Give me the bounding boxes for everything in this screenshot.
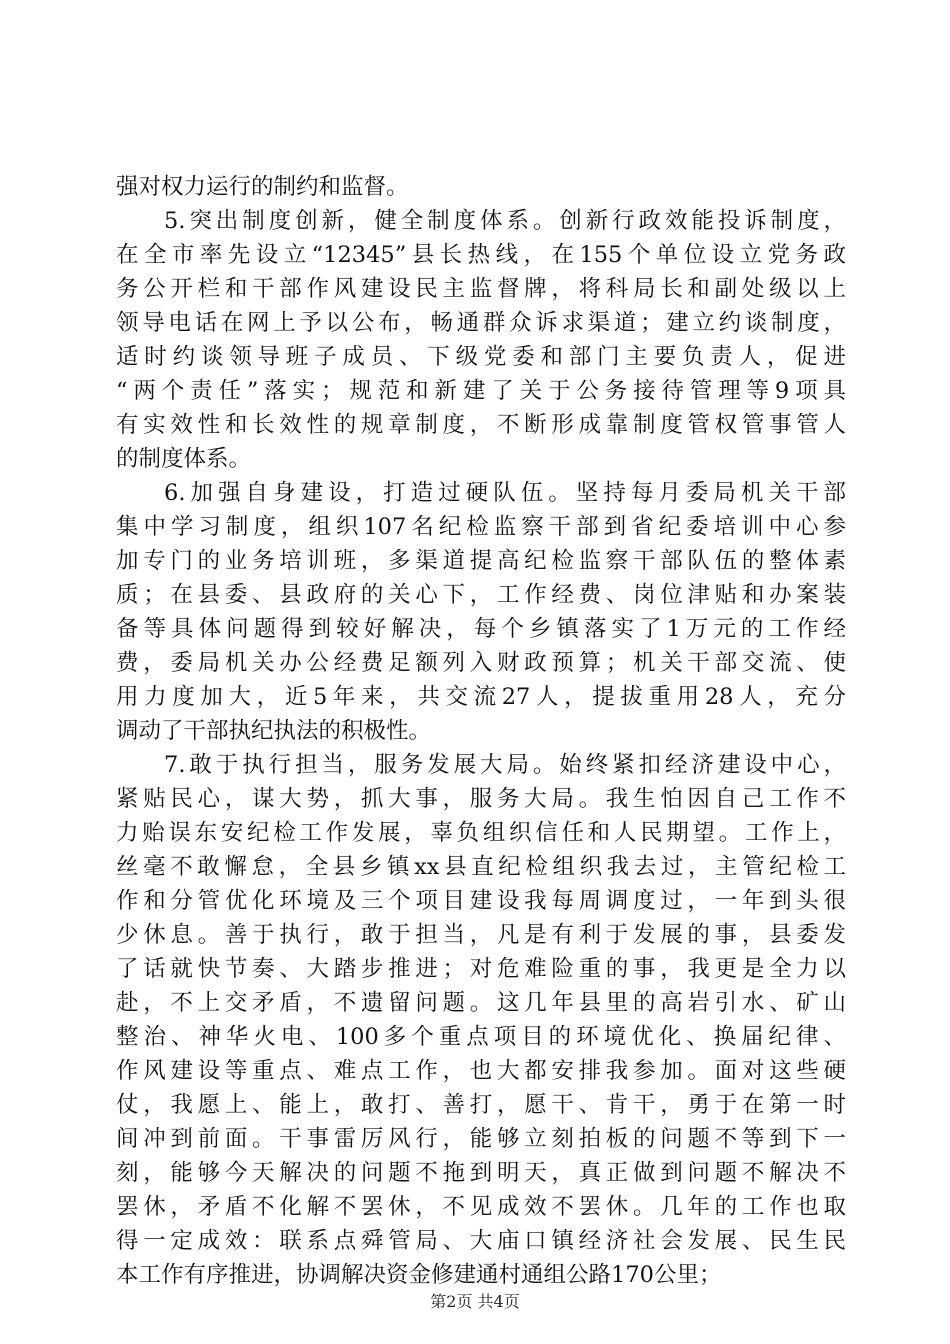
text-line: 得一定成效：联系点舜管局、大庙口镇经济社会发展、民生民 <box>116 1228 846 1254</box>
text-line: 备等具体问题得到较好解决，每个乡镇落实了1万元的工作经 <box>116 616 846 642</box>
text-line: 7.敢于执行担当，服务发展大局。始终紧扣经济建设中心， <box>164 752 846 778</box>
text-line: 仗，我愿上、能上，敢打、善打，愿干、肯干，勇于在第一时 <box>116 1092 846 1118</box>
text-line: 费，委局机关办公经费足额列入财政预算；机关干部交流、使 <box>116 650 846 676</box>
text-line: 的制度体系。 <box>116 446 252 472</box>
text-line: 赴，不上交矛盾，不遗留问题。这几年县里的高岩引水、矿山 <box>116 990 846 1016</box>
document-body <box>116 170 846 1292</box>
text-line: 调动了干部执纪执法的积极性。 <box>116 718 432 744</box>
text-line: 少休息。善于执行，敢于担当，凡是有利于发展的事，县委发 <box>116 922 846 948</box>
page-footer: 第2页 共4页 <box>430 1292 520 1311</box>
text-line: 质；在县委、县政府的关心下，工作经费、岗位津贴和办案装 <box>116 582 846 608</box>
text-line: 罢休，矛盾不化解不罢休，不见成效不罢休。几年的工作也取 <box>116 1194 846 1220</box>
text-line: 强对权力运行的制约和监督。 <box>116 174 409 200</box>
text-line: 6.加强自身建设，打造过硬队伍。坚持每月委局机关干部 <box>164 480 846 506</box>
text-line: “两个责任”落实；规范和新建了关于公务接待管理等9项具 <box>116 378 846 404</box>
text-line: 力贻误东安纪检工作发展，辜负组织信任和人民期望。工作上， <box>116 820 846 846</box>
text-line: 5.突出制度创新，健全制度体系。创新行政效能投诉制度， <box>164 208 846 234</box>
text-line: 有实效性和长效性的规章制度，不断形成靠制度管权管事管人 <box>116 412 846 438</box>
text-line: 在全市率先设立“12345”县长热线，在155个单位设立党务政 <box>116 242 846 268</box>
text-line: 刻，能够今天解决的问题不拖到明天，真正做到问题不解决不 <box>116 1160 846 1186</box>
text-line: 领导电话在网上予以公布，畅通群众诉求渠道；建立约谈制度， <box>116 310 846 336</box>
text-line: 间冲到前面。干事雷厉风行，能够立刻拍板的问题不等到下一 <box>116 1126 846 1152</box>
text-line: 作风建设等重点、难点工作，也大都安排我参加。面对这些硬 <box>116 1058 846 1084</box>
text-line: 加专门的业务培训班，多渠道提高纪检监察干部队伍的整体素 <box>116 548 846 574</box>
text-line: 整治、神华火电、100多个重点项目的环境优化、换届纪律、 <box>116 1024 846 1050</box>
text-line: 适时约谈领导班子成员、下级党委和部门主要负责人，促进 <box>116 344 846 370</box>
text-line: 了话就快节奏、大踏步推进；对危难险重的事，我更是全力以 <box>116 956 846 982</box>
text-line: 务公开栏和干部作风建设民主监督牌，将科局长和副处级以上 <box>116 276 846 302</box>
text-line: 集中学习制度，组织107名纪检监察干部到省纪委培训中心参 <box>116 514 846 540</box>
text-line: 作和分管优化环境及三个项目建设我每周调度过，一年到头很 <box>116 888 846 914</box>
text-line: 紧贴民心，谋大势，抓大事，服务大局。我生怕因自己工作不 <box>116 786 846 812</box>
text-line: 本工作有序推进，协调解决资金修建通村通组公路170公里； <box>116 1262 722 1288</box>
text-line: 用力度加大，近5年来，共交流27人，提拔重用28人，充分 <box>116 684 846 710</box>
text-line: 丝毫不敢懈怠，全县乡镇xx县直纪检组织我去过，主管纪检工 <box>116 854 846 880</box>
